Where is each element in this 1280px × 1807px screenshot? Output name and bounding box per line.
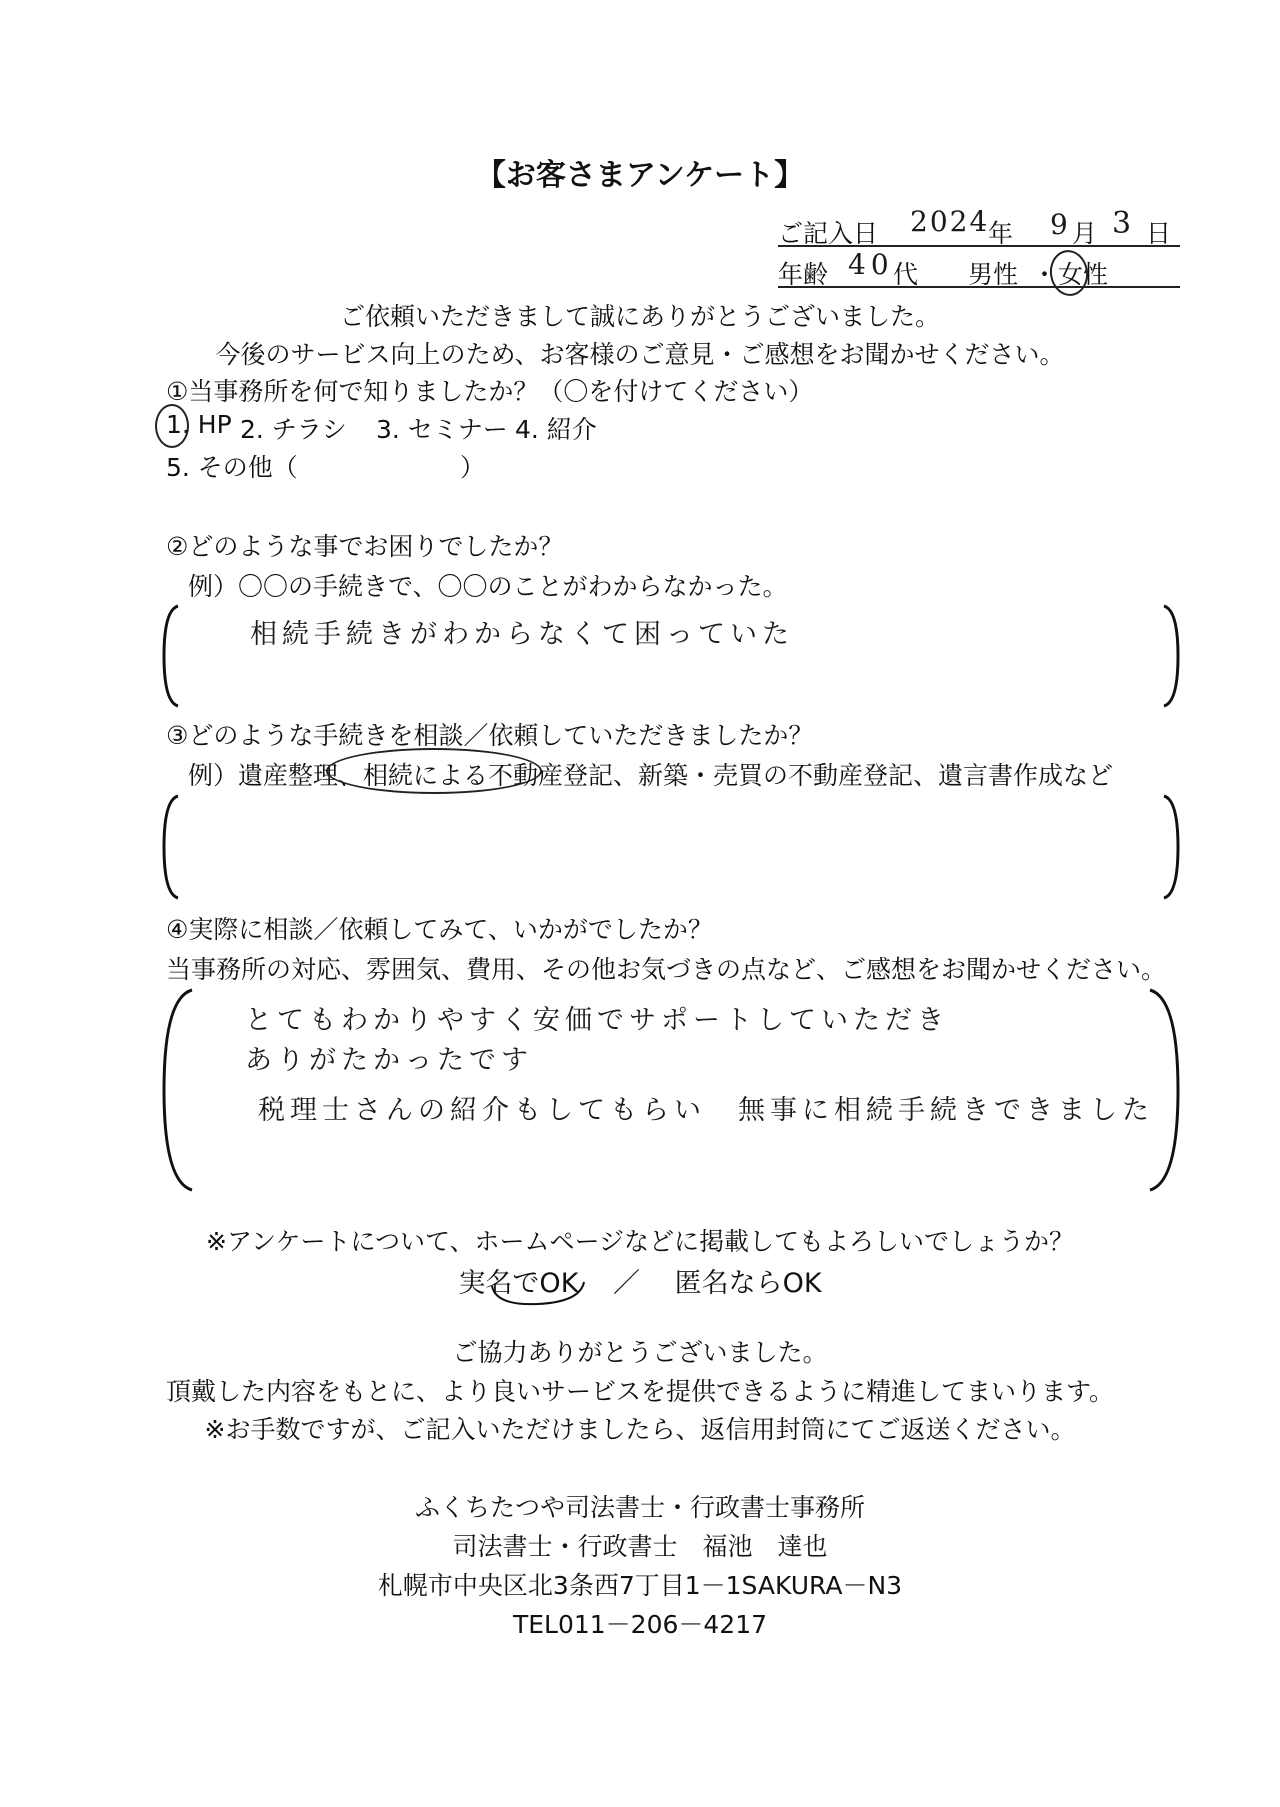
thanks-line-3: ※お手数ですが、ご記入いただけましたら、返信用封筒にてご返送ください。	[204, 1415, 1076, 1444]
q1-option-3: 3. セミナー	[376, 415, 508, 444]
age-value: 40	[848, 248, 894, 281]
footer-address: 札幌市中央区北3条西7丁目1－1SAKURA－N3	[377, 1571, 903, 1600]
q3-example-prefix: 例）遺産整理、	[188, 761, 364, 790]
age-underline	[778, 286, 1180, 288]
intro-line-1: ご依頼いただきまして誠にありがとうございました。	[339, 302, 940, 331]
month-unit: 月	[1072, 219, 1098, 248]
day-unit: 日	[1146, 219, 1172, 248]
gender-separator: ・	[1032, 260, 1058, 289]
q2-example: 例）〇〇の手続きで、〇〇のことがわからなかった。	[188, 572, 788, 601]
date-month: 9	[1050, 208, 1073, 241]
thanks-line-1: ご協力ありがとうございました。	[452, 1338, 828, 1367]
footer-tel: TEL011－206－4217	[512, 1610, 768, 1639]
permission-options	[0, 1261, 1280, 1300]
date-day: 3	[1112, 206, 1137, 241]
permission-separator: ／	[613, 1268, 640, 1299]
date-year: 2024	[910, 205, 990, 238]
thanks-line-2: 頂戴した内容をもとに、より良いサービスを提供できるように精進してまいります。	[165, 1377, 1114, 1406]
q1-option-1: 1. HP	[166, 410, 232, 439]
date-underline	[778, 245, 1180, 247]
permission-selection-mark	[488, 1278, 588, 1310]
q2-question: ②どのような事でお困りでしたか？	[166, 532, 564, 561]
q1-option-5-close: ）	[460, 453, 486, 482]
q4-prompt: 当事務所の対応、雰囲気、費用、その他お気づきの点など、ご感想をお聞かせください。	[166, 955, 1167, 984]
q1-option-5: 5. その他（	[166, 453, 298, 482]
gender-male: 男性	[968, 260, 1019, 289]
age-label: 年齢	[778, 260, 829, 289]
footer-representative: 司法書士・行政書士 福池 達也	[452, 1532, 828, 1561]
q2-answer: 相続手続きがわからなくて困っていた	[250, 619, 794, 650]
date-label: ご記入日	[778, 219, 879, 248]
age-unit: 代	[893, 260, 919, 289]
gender-female: 女性	[1058, 260, 1109, 289]
q3-answer-bracket-right	[1162, 794, 1182, 900]
intro-line-2: 今後のサービス向上のため、お客様のご意見・ご感想をお聞かせください。	[215, 340, 1065, 369]
q4-question: ④実際に相談／依頼してみて、いかがでしたか？	[166, 915, 713, 944]
q1-question: ①当事務所を何で知りましたか？（〇を付けてください）	[166, 377, 814, 406]
permission-question: ※アンケートについて、ホームページなどに掲載してもよろしいでしょうか？	[206, 1227, 1074, 1256]
q4-answer-bracket-left	[160, 988, 194, 1192]
permission-real-name: 実名でOK	[458, 1268, 579, 1299]
footer-office: ふくちたつや司法書士・行政書士事務所	[414, 1493, 865, 1522]
q2-answer-bracket-left	[160, 604, 180, 708]
q4-answer-line-2: ありがたかったです	[245, 1045, 533, 1076]
year-unit: 年	[988, 219, 1014, 248]
q1-selection-circle	[155, 404, 189, 448]
q4-answer-line-3: 税理士さんの紹介もしてもらい 無事に相続手続きできました	[258, 1095, 1154, 1126]
q3-example-suffix: 、新築・売買の不動産登記、遺言書作成など	[613, 761, 1114, 790]
q3-answer-bracket-left	[160, 794, 180, 900]
page-title: 【お客さまアンケート】	[475, 158, 805, 193]
q1-option-2: 2. チラシ	[240, 415, 347, 444]
q3-example-selected: 相続による不動産登記	[363, 761, 614, 790]
q3-selection-circle	[326, 748, 542, 794]
q2-answer-bracket-right	[1162, 604, 1182, 708]
permission-anonymous: 匿名ならOK	[674, 1268, 822, 1299]
q3-question: ③どのような手続きを相談／依頼していただきましたか？	[166, 721, 814, 750]
q4-answer-line-1: とてもわかりやすく安価でサポートしていただき	[245, 1005, 949, 1036]
q1-option-4: 4. 紹介	[515, 415, 597, 444]
